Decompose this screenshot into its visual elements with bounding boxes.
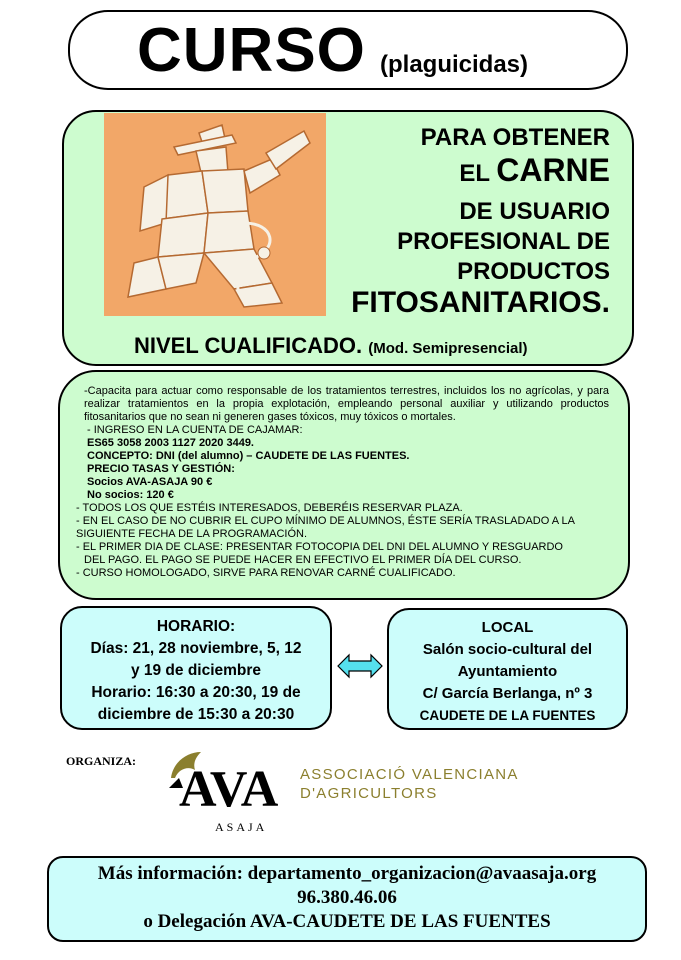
headline-carne: CARNE (496, 152, 610, 188)
title-main: CURSO (137, 16, 366, 85)
ava-logo-icon (165, 748, 295, 812)
schedule-line-2: y 19 de diciembre (130, 662, 262, 679)
info-bullet-3b: DEL PAGO. EL PAGO SE PUEDE HACER EN EFECTIVO EL PRIMER DÍA DEL CURSO. (84, 554, 522, 566)
ava-name-line-2: D'AGRICULTORS (300, 785, 438, 802)
info-price-nonmembers: No socios: 120 € (87, 489, 174, 501)
ava-name-line-1: ASSOCIACIÓ VALENCIANA (300, 766, 519, 783)
location-title: LOCAL (481, 619, 534, 636)
double-arrow-icon (337, 653, 383, 679)
headline-el: EL (459, 160, 497, 187)
contact-phone[interactable]: 96.380.46.06 (297, 887, 397, 908)
schedule-text (62, 616, 330, 726)
info-bullet-4: - CURSO HOMOLOGADO, SIRVE PARA RENOVAR CARNÉ CUALIFICADO. (76, 567, 456, 579)
schedule-line-3: Horario: 16:30 a 20:30, 19 de (91, 684, 301, 701)
info-concept: CONCEPTO: DNI (del alumno) – CAUDETE DE LAS FUENTES. (87, 450, 410, 462)
info-bullet-3a: - EL PRIMER DIA DE CLASE: PRESENTAR FOTOCOPIA DEL DNI DEL ALUMNO Y RESGUARDO (76, 541, 563, 553)
headline-line-3: DE USUARIO (459, 198, 610, 225)
info-account: ES65 3058 2003 1127 2020 3449. (87, 437, 254, 449)
info-price-members: Socios AVA-ASAJA 90 € (87, 476, 213, 488)
headline-line-4: PROFESIONAL DE (397, 228, 610, 255)
info-text-block (76, 385, 609, 580)
info-bullet-2a: - EN EL CASO DE NO CUBRIR EL CUPO MÍNIMO DE ALUMNOS, ÉSTE SERÍA TRASLADADO A LA (76, 515, 575, 527)
headline-line-6: FITOSANITARIOS. (351, 286, 610, 319)
info-bullet-1: - TODOS LOS QUE ESTÉIS INTERESADOS, DEBERÉIS RESERVAR PLAZA. (76, 502, 463, 514)
sprayer-worker-icon (104, 113, 326, 316)
level-label: NIVEL CUALIFICADO. (134, 333, 363, 358)
level-text (134, 333, 528, 362)
asaja-label: ASAJA (215, 820, 268, 834)
mode-label: (Mod. Semipresencial) (368, 340, 528, 357)
headline-line-1: PARA OBTENER (420, 124, 610, 151)
title-sub: (plaguicidas) (380, 51, 529, 78)
schedule-line-4: diciembre de 15:30 a 20:30 (97, 706, 295, 723)
contact-email-line[interactable]: Más información: departamento_organizacion@avaasaja.org (97, 863, 597, 884)
info-intro: -Capacita para actuar como responsable de los tratamientos terrestres, incluidos los no agrícolas, y para realizar tratamientos en la propia explotación, empleando personal auxiliar y utilizando productos fitosanitarios que no sean ni generen gases tóxicos, muy tóxicos o mortales. (84, 385, 609, 423)
location-line-2: Ayuntamiento (457, 663, 558, 680)
info-price-title: PRECIO TASAS Y GESTIÓN: (87, 463, 235, 475)
ava-logo-text: AVA (179, 761, 279, 812)
location-line-3: C/ García Berlanga, nº 3 (422, 685, 593, 702)
headline-line-2 (330, 152, 610, 188)
organizer-label: ORGANIZA: (66, 754, 137, 768)
location-text (389, 617, 626, 727)
schedule-title: HORARIO: (156, 618, 236, 635)
schedule-line-1: Días: 21, 28 noviembre, 5, 12 (90, 640, 302, 657)
contact-delegation: o Delegación AVA-CAUDETE DE LAS FUENTES (143, 911, 551, 932)
info-bullet-2b: SIGUIENTE FECHA DE LA PROGRAMACIÓN. (76, 528, 308, 540)
sprayer-worker-illustration (104, 113, 326, 316)
info-ingreso: - INGRESO EN LA CUENTA DE CAJAMAR: (87, 424, 303, 436)
contact-text (49, 862, 645, 934)
headline-line-5: PRODUCTOS (457, 258, 610, 285)
location-line-1: Salón socio-cultural del (422, 641, 593, 658)
location-line-4: CAUDETE DE LA FUENTES (419, 708, 596, 723)
